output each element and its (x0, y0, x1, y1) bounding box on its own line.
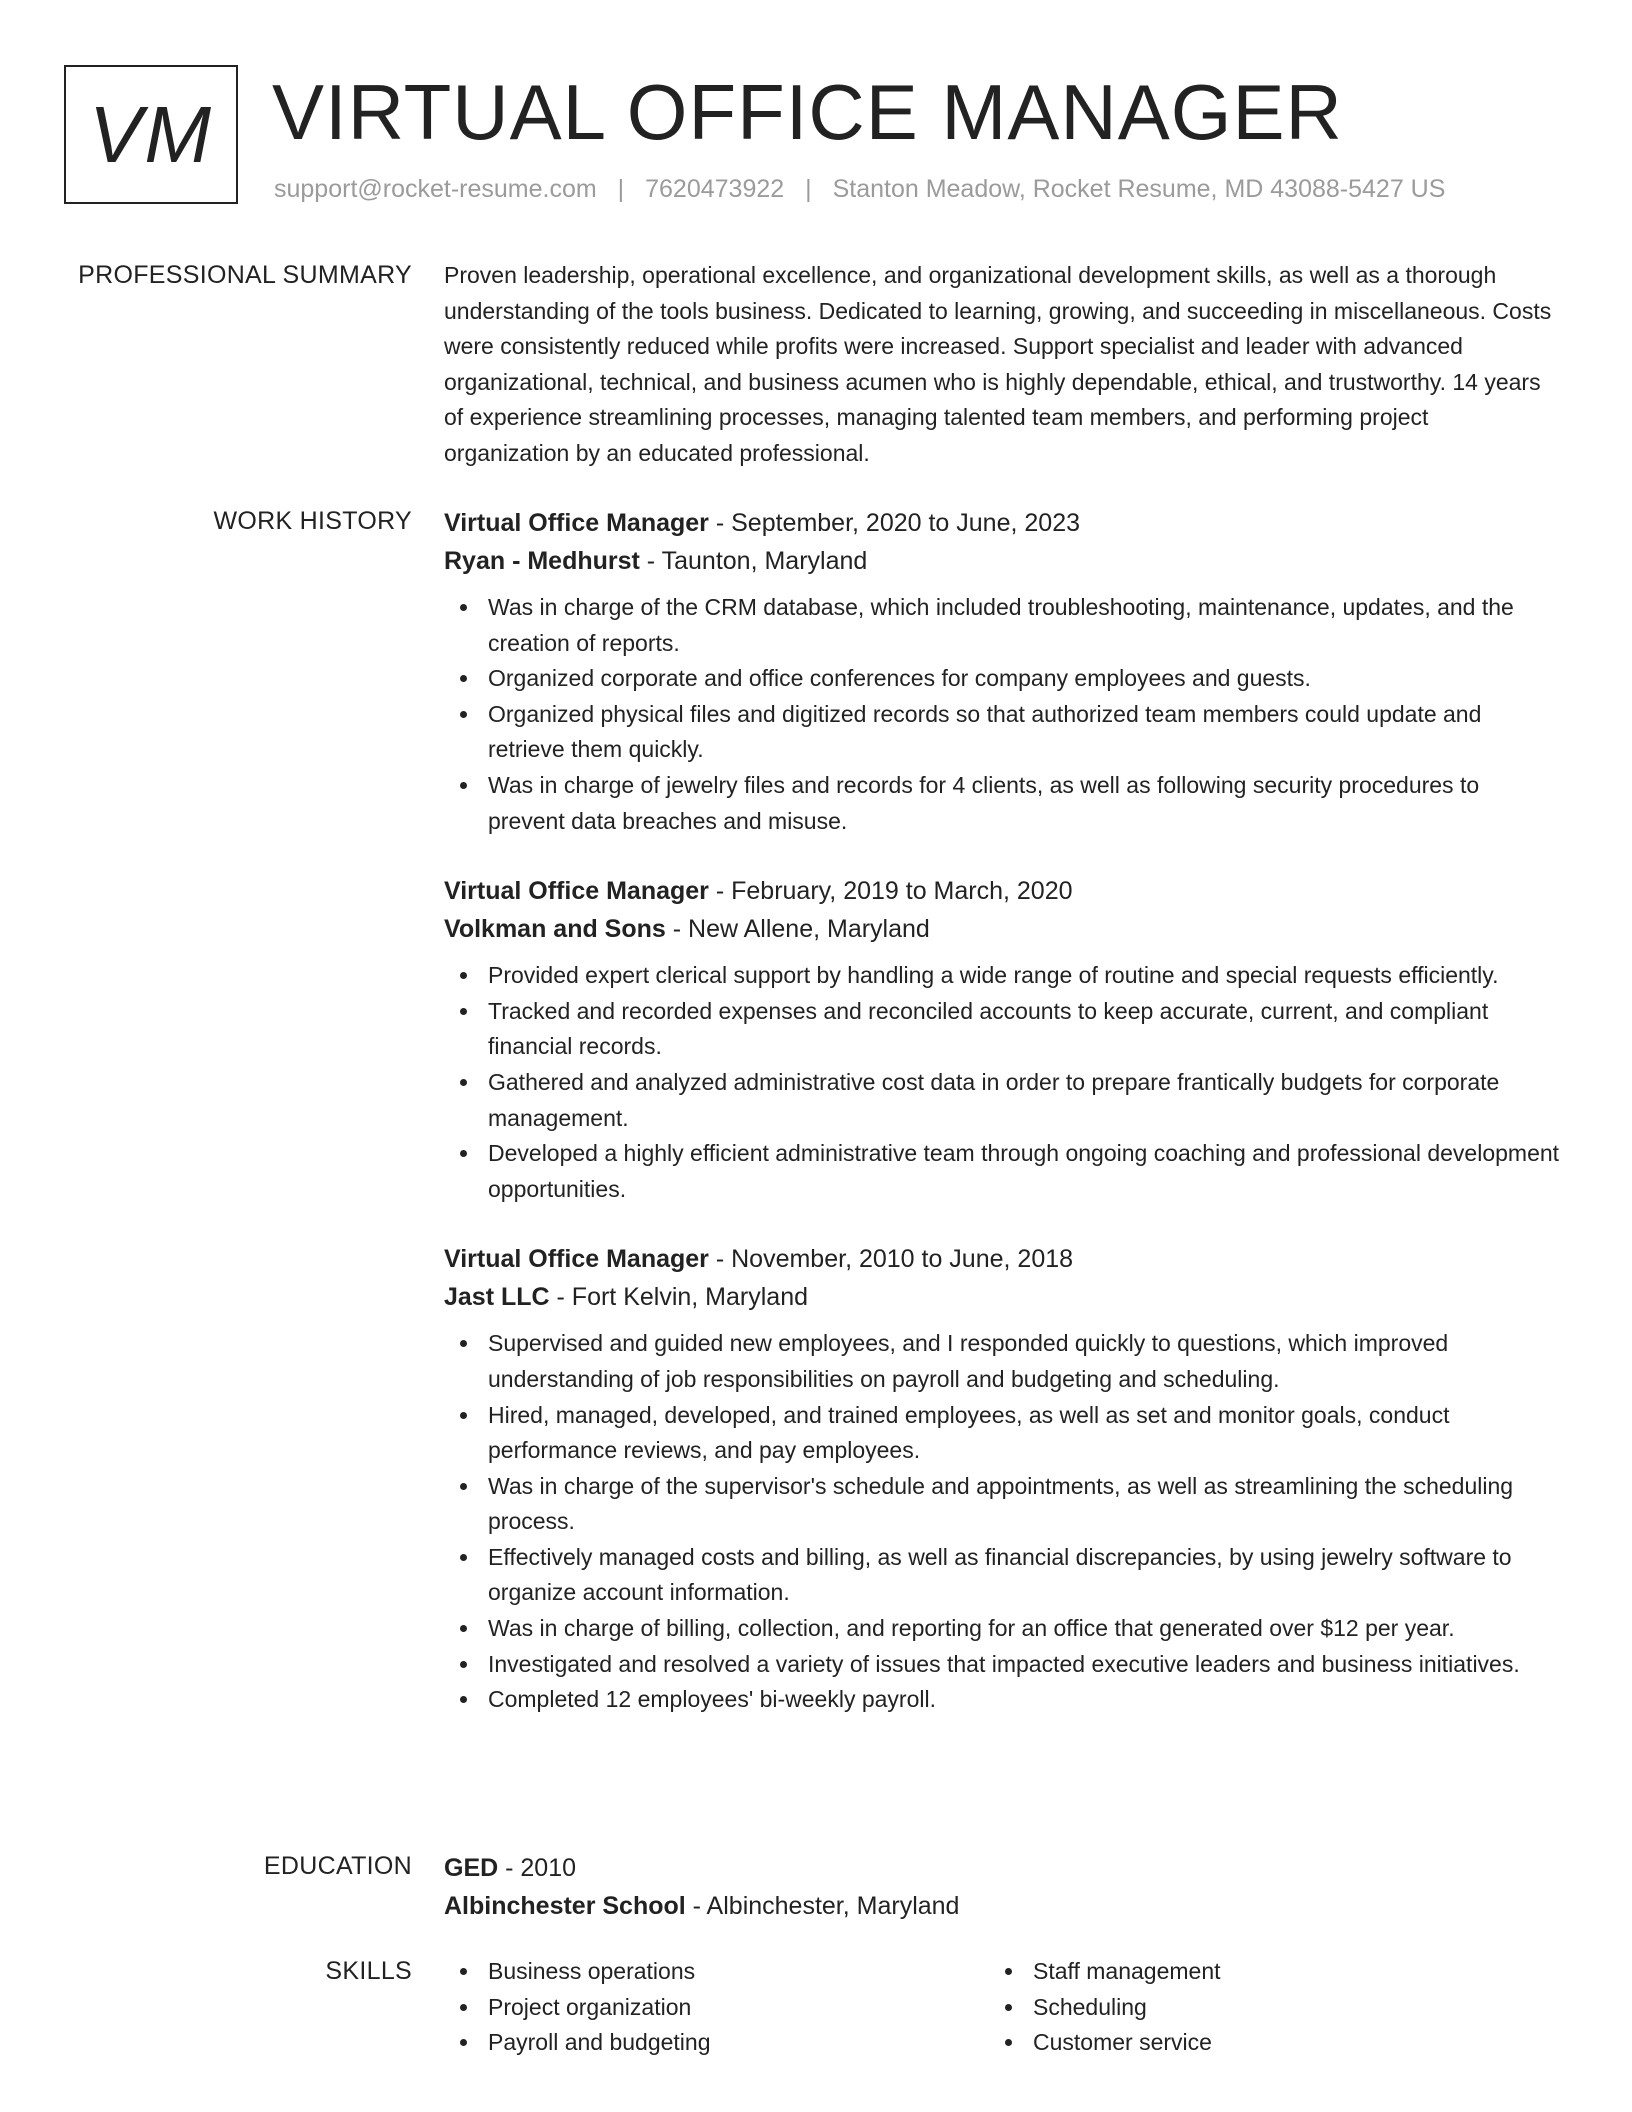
skill-item: Payroll and budgeting (444, 2025, 989, 2061)
job-bullet: Was in charge of billing, collection, and reporting for an office that generated over $12 per year. (444, 1611, 1560, 1647)
skill-item: Business operations (444, 1954, 989, 1990)
summary-text: Proven leadership, operational excellence, and organizational development skills, as well as a thorough understanding of the tools business. Dedicated to learning, growing, and succeeding in miscellaneous. Costs were consistently reduced while profits were increased. Support specialist and leader with advanced organizational, technical, and business acumen who is highly dependable, ethical, and trustworthy. 14 years of experience streamlining processes, managing talented team members, and performing project organization by an educated professional. (444, 262, 1552, 466)
job-company-line (444, 542, 1560, 580)
education-degree-line (444, 1849, 1560, 1887)
job-company: Volkman and Sons (444, 915, 666, 944)
skill-item: Customer service (989, 2025, 1534, 2061)
job-company: Ryan - Medhurst (444, 547, 640, 575)
job-bullet: Provided expert clerical support by handling a wide range of routine and special requests efficiently. (444, 958, 1560, 994)
job-title-line (444, 872, 1560, 910)
skill-item: Staff management (989, 1954, 1534, 1990)
job-bullets (444, 1326, 1560, 1718)
section-title-education: EDUCATION (263, 1852, 412, 1880)
job-location: - New Allene, Maryland (665, 915, 930, 944)
section-title-work-history: WORK HISTORY (213, 507, 412, 535)
job-bullet: Effectively managed costs and billing, as well as financial discrepancies, by using jewelry software to organize account information. (444, 1540, 1560, 1611)
job-bullets (444, 590, 1560, 839)
job-entry (444, 1240, 1560, 1718)
contact-phone[interactable]: 7620473922 (645, 175, 785, 203)
education-year: - 2010 (498, 1854, 577, 1882)
education-school-line (444, 1887, 1560, 1925)
education-school: Albinchester School (444, 1892, 686, 1920)
resume-header (64, 65, 1604, 210)
monogram-logo: VM (64, 65, 238, 204)
education-body (444, 1849, 1560, 1925)
job-company-line (444, 910, 1560, 948)
job-bullet: Organized physical files and digitized records so that authorized team members could update and retrieve them quickly. (444, 697, 1560, 768)
job-location: - Fort Kelvin, Maryland (549, 1283, 809, 1312)
contact-separator: | (805, 175, 812, 203)
contact-separator: | (617, 175, 625, 203)
job-company: Jast LLC (444, 1283, 550, 1312)
skills-grid (444, 1954, 1560, 2061)
job-role: Virtual Office Manager (444, 509, 709, 537)
work-history-body (444, 504, 1560, 1751)
job-bullet: Developed a highly efficient administrative team through ongoing coaching and professional development opportunities. (444, 1136, 1560, 1207)
job-company-line (444, 1278, 1560, 1316)
job-bullet: Gathered and analyzed administrative cost data in order to prepare frantically budgets for corporate management. (444, 1065, 1560, 1136)
job-role: Virtual Office Manager (444, 1245, 709, 1274)
job-bullet: Hired, managed, developed, and trained employees, as well as set and monitor goals, conduct performance reviews, and pay employees. (444, 1398, 1560, 1469)
job-bullet: Was in charge of the supervisor's schedule and appointments, as well as streamlining the scheduling process. (444, 1469, 1560, 1540)
job-title-line (444, 1240, 1560, 1278)
job-dates: - February, 2019 to March, 2020 (708, 877, 1073, 906)
education-location: - Albinchester, Maryland (685, 1892, 960, 1920)
contact-email[interactable]: support@rocket-resume.com (274, 175, 597, 203)
skills-column-left (444, 1954, 989, 2061)
contact-address: Stanton Meadow, Rocket Resume, MD 43088-5427 US (832, 175, 1446, 203)
job-entry (444, 504, 1560, 839)
job-dates: - November, 2010 to June, 2018 (708, 1245, 1074, 1274)
section-title-summary: PROFESSIONAL SUMMARY (78, 261, 412, 289)
job-bullets (444, 958, 1560, 1207)
job-bullet: Completed 12 employees' bi-weekly payroll. (444, 1682, 1560, 1718)
job-dates: - September, 2020 to June, 2023 (708, 509, 1080, 537)
job-entry (444, 872, 1560, 1207)
job-bullet: Was in charge of the CRM database, which included troubleshooting, maintenance, updates, and the creation of reports. (444, 590, 1560, 661)
summary-body (444, 258, 1560, 472)
job-title-line (444, 504, 1560, 542)
job-bullet: Supervised and guided new employees, and I responded quickly to questions, which improved understanding of job responsibilities on payroll and budgeting and scheduling. (444, 1326, 1560, 1397)
education-degree: GED (444, 1854, 499, 1882)
job-bullet: Tracked and recorded expenses and reconciled accounts to keep accurate, current, and compliant financial records. (444, 994, 1560, 1065)
job-bullet: Investigated and resolved a variety of issues that impacted executive leaders and business initiatives. (444, 1647, 1560, 1683)
job-bullet: Organized corporate and office conferences for company employees and guests. (444, 661, 1560, 697)
job-location: - Taunton, Maryland (639, 547, 868, 575)
skills-column-right (989, 1954, 1534, 2061)
contact-line (274, 173, 1445, 205)
candidate-name: VIRTUAL OFFICE MANAGER (272, 68, 1343, 156)
job-bullet: Was in charge of jewelry files and records for 4 clients, as well as following security procedures to prevent data breaches and misuse. (444, 768, 1560, 839)
section-title-skills: SKILLS (325, 1957, 412, 1985)
job-role: Virtual Office Manager (444, 877, 709, 906)
skill-item: Project organization (444, 1990, 989, 2026)
skill-item: Scheduling (989, 1990, 1534, 2026)
skills-body (444, 1954, 1560, 2061)
